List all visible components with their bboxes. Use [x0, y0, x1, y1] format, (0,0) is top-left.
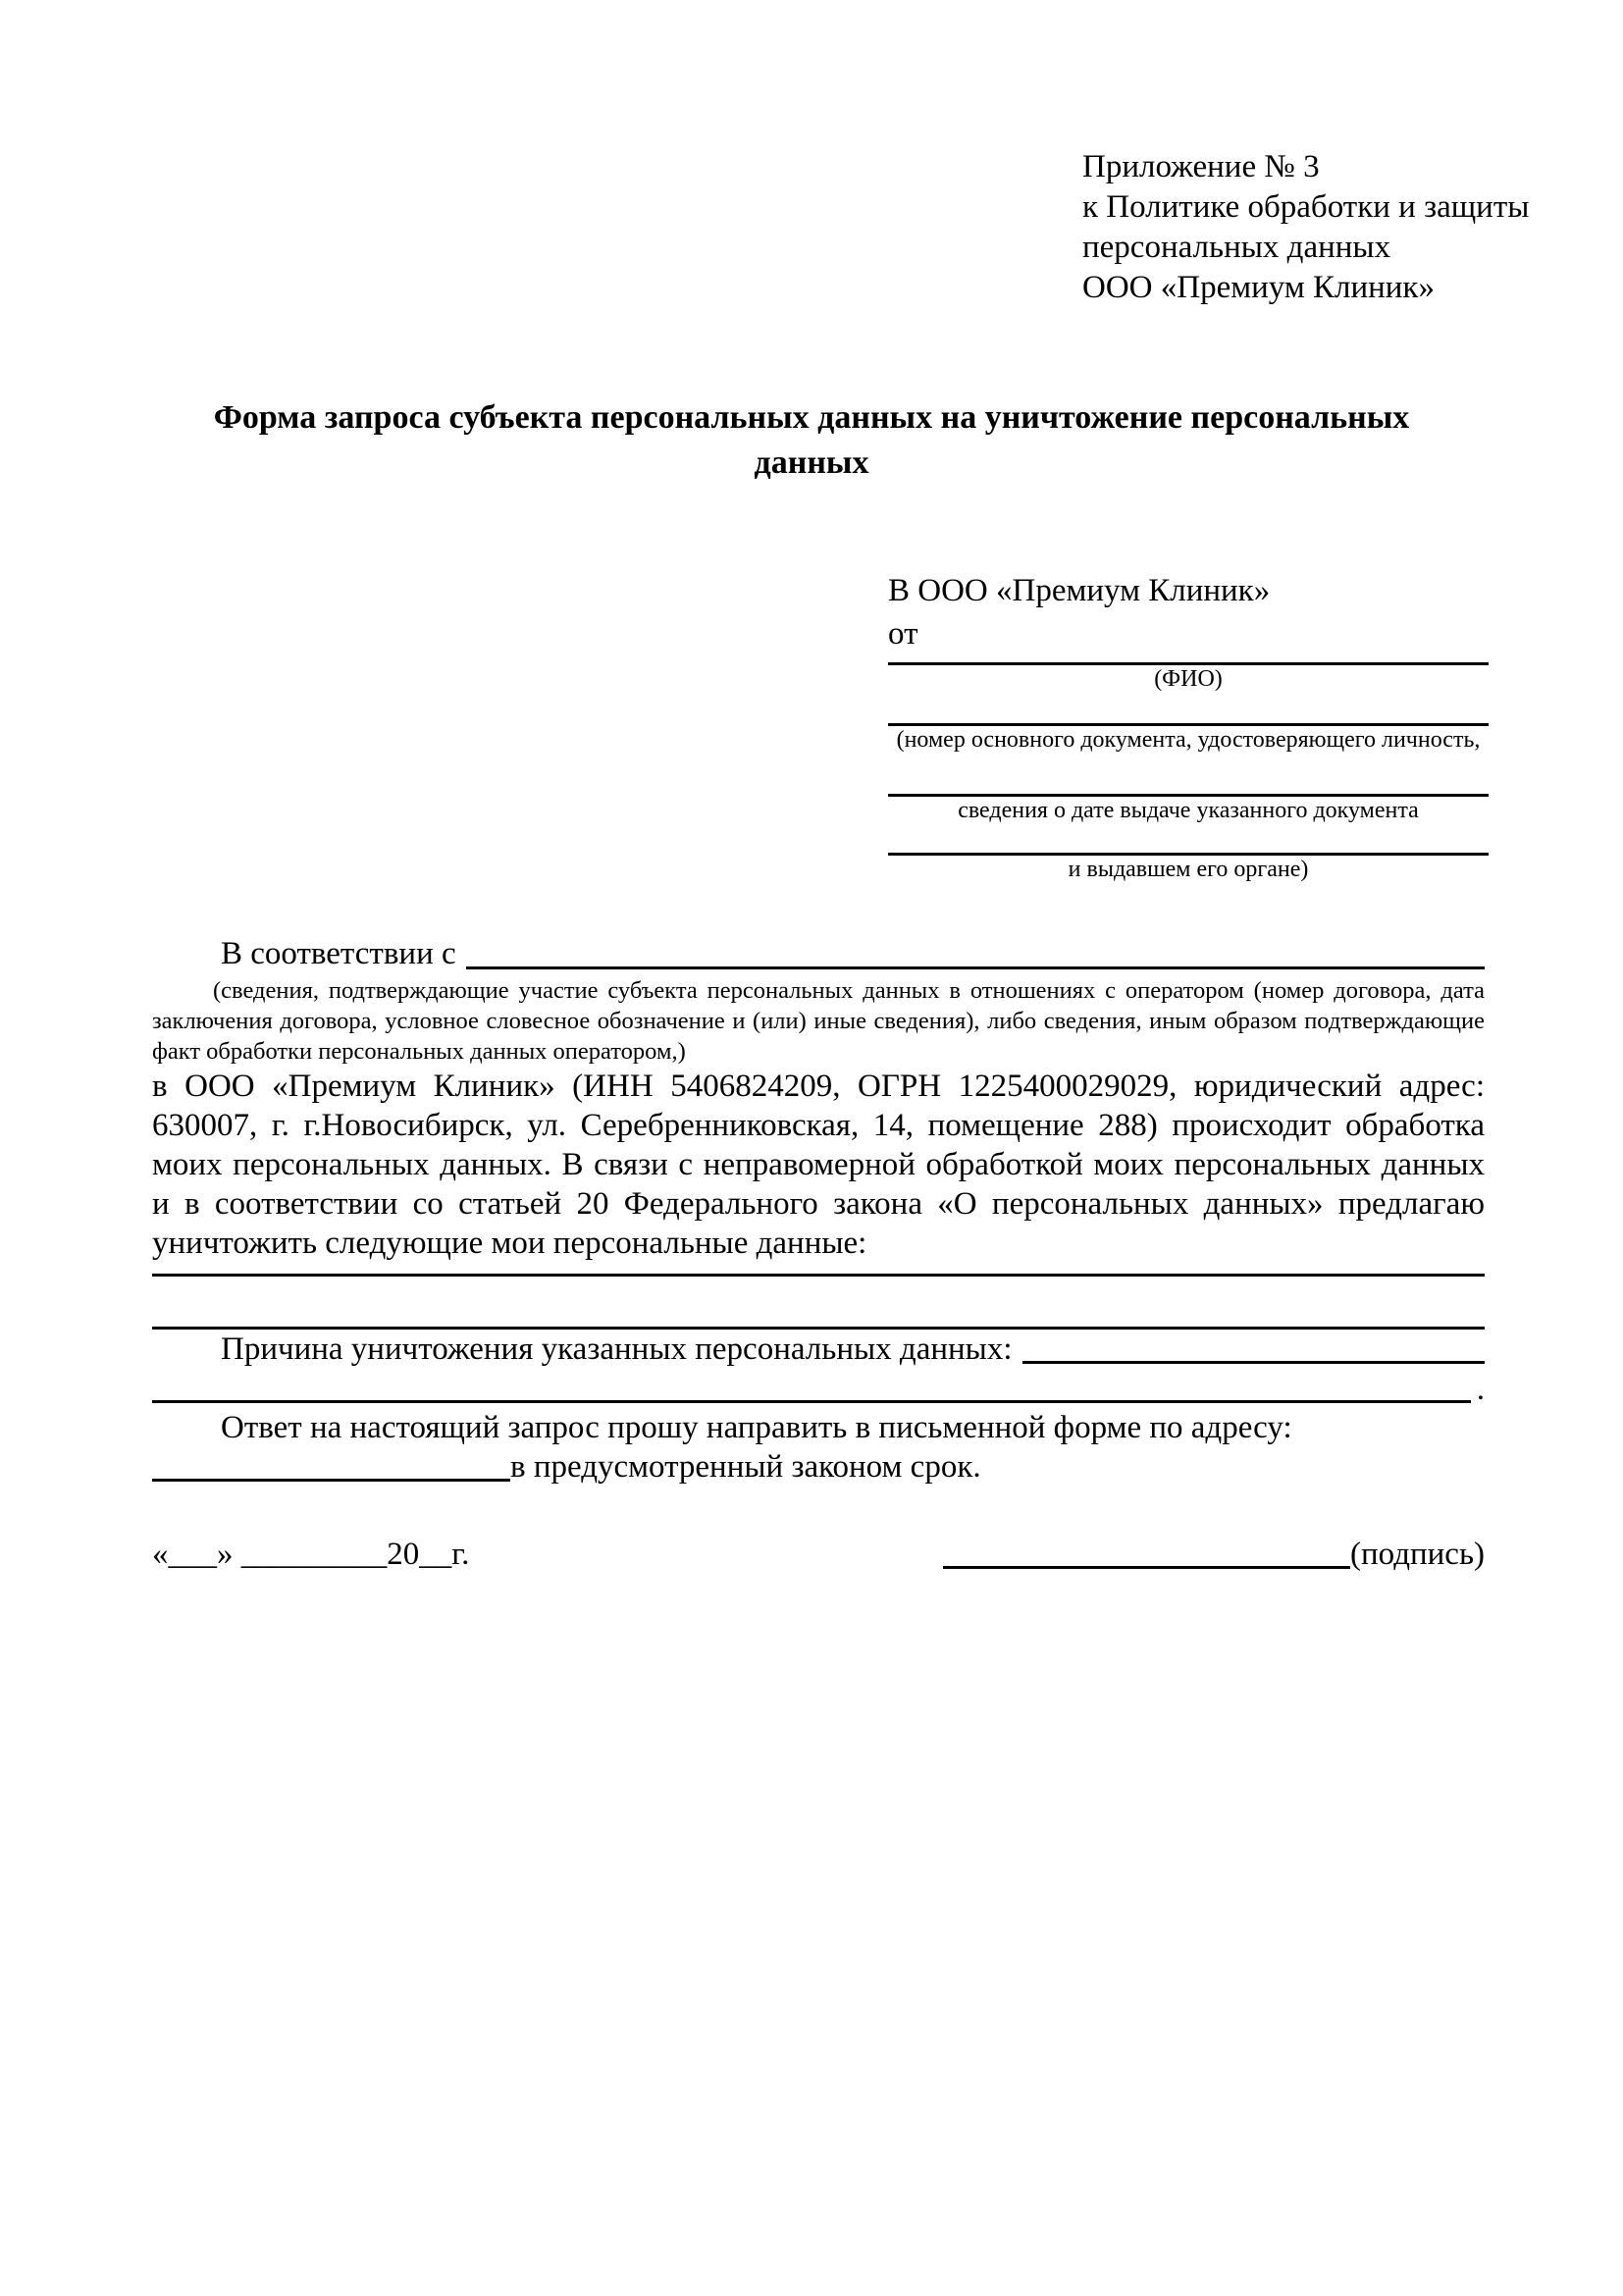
reason-row — [152, 1330, 1485, 1369]
appendix-note-line: к Политике обработки и защиты — [1082, 189, 1530, 225]
reason-continuation-row — [152, 1369, 1485, 1408]
period-text: . — [1476, 1372, 1485, 1407]
recipient-to: В ООО «Премиум Клиник» — [888, 573, 1271, 608]
address-blank-field[interactable] — [152, 1447, 510, 1482]
issuing-authority-caption: и выдавшем его органе) — [1068, 857, 1309, 882]
personal-data-blank-field-2[interactable] — [152, 1277, 1485, 1330]
appendix-note-line: Приложение № 3 — [1082, 149, 1320, 184]
accordance-row — [152, 932, 1485, 975]
answer-tail-text: в предусмотренный законом срок. — [510, 1449, 981, 1485]
reason-blank-field-2[interactable] — [152, 1400, 1471, 1403]
recipient-from-label: от — [888, 616, 918, 652]
appendix-note — [1082, 147, 1529, 308]
answer-paragraph: Ответ на настоящий запрос прошу направить в письменной форме по адресу: — [221, 1410, 1292, 1445]
issuing-authority-blank-field[interactable] — [888, 824, 1489, 856]
signature-blank-field[interactable] — [943, 1534, 1350, 1569]
accordance-blank-field[interactable] — [466, 932, 1485, 969]
document-issue-date-caption: сведения о дате выдаче указанного документа — [958, 798, 1419, 823]
reason-blank-field[interactable] — [1022, 1330, 1485, 1364]
answer-address-row — [152, 1447, 1485, 1487]
signature-caption: (подпись) — [1350, 1537, 1485, 1572]
document-issue-date-blank-field[interactable] — [888, 754, 1489, 797]
fio-caption: (ФИО) — [1154, 666, 1223, 692]
appendix-note-line: ООО «Премиум Клиник» — [1082, 270, 1435, 305]
main-paragraph: в ООО «Премиум Клиник» (ИНН 5406824209, ОГРН 1225400029029, юридический адрес: 630007, г. г.Новосибирск, ул. Серебренниковская, 14, помещение 288) происходит обработка моих персональных данных. В связи с неправомерной обработкой моих персональных данных и в соответствии со статьей 20 Федерального закона «О персональных данных» предлагаю уничтожить следующие мои персональные данные: — [152, 1069, 1485, 1261]
fio-blank-field[interactable] — [888, 655, 1489, 665]
footer-row — [152, 1534, 1485, 1575]
document-number-caption: (номер основного документа, удостоверяющего личность, — [896, 727, 1481, 753]
personal-data-blank-field-1[interactable] — [152, 1263, 1485, 1277]
reason-label: Причина уничтожения указанных персональных данных: — [221, 1331, 1013, 1367]
document-number-blank-field[interactable] — [888, 693, 1489, 726]
recipient-block — [888, 569, 1489, 883]
accordance-footnote: (сведения, подтверждающие участие субъекта персональных данных в отношениях с оператором (номер договора, дата заключения договора, условное словесное обозначение и (или) иные сведения), либо сведения, иным образом подтверждающие факт обработки персональных данных оператором,) — [152, 977, 1485, 1065]
document-title: Форма запроса субъекта персональных данных на уничтожение персональных данных — [213, 399, 1410, 481]
date-blank-template[interactable]: «___» _________20__г. — [152, 1537, 470, 1572]
signature-area — [943, 1534, 1485, 1575]
body-block — [152, 932, 1485, 1487]
accordance-label: В соответствии с — [221, 936, 456, 971]
appendix-note-line: персональных данных — [1082, 230, 1391, 265]
